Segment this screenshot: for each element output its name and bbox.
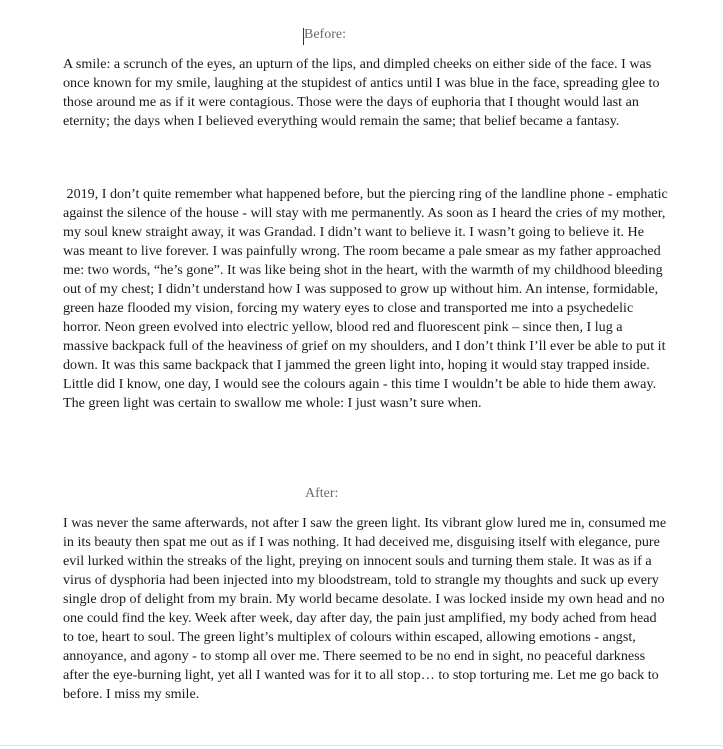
paragraph-after: I was never the same afterwards, not after I saw the green light. Its vibrant glow lured me in, consumed me in its beauty then spat me out as if I was nothing. It had deceived me, disguising itself with elegance, pure evil lurked within the streaks of the light, preying on innocent souls and turning them stale. It was as if a virus of dysphoria had been injected into my bloodstream, told to strangle my thoughts and suck up every single drop of delight from my brain. My world became desolate. I was locked inside my own head and no one could find the key. Week after week, day after day, the pain just amplified, my body ached from head to toe, heart to soul. The green light’s multiplex of colours within escaped, allowing emotions - angst, annoyance, and agony - to stomp all over me. There seemed to be no end in sight, no peaceful darkness after the eye-burning light, yet all I wanted was for it to all stop… to stop torturing me. Let me go back to before. I miss my smile. <box>63 515 667 702</box>
page-bottom-divider <box>0 745 723 746</box>
after-heading: After: <box>305 486 339 501</box>
paragraph-2019: 2019, I don’t quite remember what happened before, but the piercing ring of the landline phone - emphatic against the silence of the house - will stay with me permanently. As soon as I heard the cries of my mother, my soul knew straight away, it was Grandad. I didn’t want to believe it. I wasn’t going to believe it. He was meant to live forever. I was painfully wrong. The room became a pale smear as my father approached me: two words, “he’s gone”. It was like being shot in the heart, with the warmth of my childhood bleeding out of my chest; I didn’t understand how I was supposed to grow up without him. An intense, formidable, green haze flooded my vision, forcing my watery eyes to close and transported me into a psychedelic horror. Neon green evolved into electric yellow, blood red and fluorescent pink – since then, I lug a massive backpack full of the heaviness of grief on my shoulders, and I don’t think I’ll ever be able to put it down. It was this same backpack that I jammed the green light into, hoping it would stay trapped inside. Little did I know, one day, I would see the colours again - this time I wouldn’t be able to hide them away. The green light was certain to swallow me whole: I just wasn’t sure when. <box>63 186 672 411</box>
paragraph-intro: A smile: a scrunch of the eyes, an upturn of the lips, and dimpled cheeks on either side of the face. I was once known for my smile, laughing at the stupidest of antics until I was blue in the face, spreading glee to those around me as if it were contagious. Those were the days of euphoria that I thought would last an eternity; the days when I believed everything would remain the same; that belief became a fantasy. <box>63 56 660 129</box>
before-heading: Before: <box>304 27 346 42</box>
